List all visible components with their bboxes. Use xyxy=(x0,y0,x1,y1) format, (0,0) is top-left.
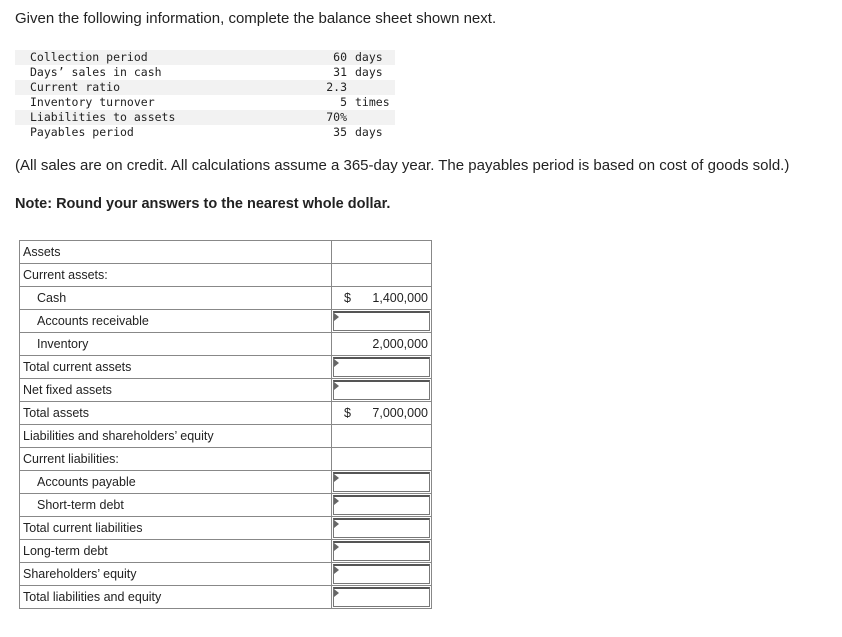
row-label: Short-term debt xyxy=(20,494,332,517)
amount-text: 7,000,000 xyxy=(372,406,428,420)
empty-cell xyxy=(332,264,432,287)
info-unit: days xyxy=(355,50,383,64)
amount-value xyxy=(332,337,431,351)
info-unit xyxy=(347,110,395,125)
info-label: Collection period xyxy=(30,50,148,64)
answer-input[interactable] xyxy=(333,380,430,400)
info-value: 31 xyxy=(333,65,347,79)
row-label: Net fixed assets xyxy=(20,379,332,402)
info-row xyxy=(15,125,395,140)
info-row xyxy=(15,95,395,110)
row-label: Long-term debt xyxy=(20,540,332,563)
answer-input-cell[interactable] xyxy=(332,471,432,494)
balance-sheet-row xyxy=(20,540,432,563)
info-label: Payables period xyxy=(30,125,134,139)
flag-icon xyxy=(334,359,339,367)
info-unit xyxy=(347,80,395,95)
answer-input-cell[interactable] xyxy=(332,563,432,586)
row-label: Accounts receivable xyxy=(20,310,332,333)
amount-cell xyxy=(332,402,432,425)
currency-symbol: $ xyxy=(344,291,351,305)
row-label: Liabilities and shareholders’ equity xyxy=(20,425,332,448)
answer-input-cell[interactable] xyxy=(332,356,432,379)
flag-icon xyxy=(334,566,339,574)
amount-cell xyxy=(332,333,432,356)
flag-icon xyxy=(334,474,339,482)
row-label: Shareholders’ equity xyxy=(20,563,332,586)
row-label: Current assets: xyxy=(20,264,332,287)
answer-input[interactable] xyxy=(333,495,430,515)
row-label: Cash xyxy=(20,287,332,310)
balance-sheet-row xyxy=(20,471,432,494)
info-row xyxy=(15,80,395,95)
row-label: Total current assets xyxy=(20,356,332,379)
flag-icon xyxy=(334,589,339,597)
answer-input-cell[interactable] xyxy=(332,494,432,517)
flag-icon xyxy=(334,313,339,321)
flag-icon xyxy=(334,382,339,390)
info-label: Days’ sales in cash xyxy=(30,65,162,79)
row-label: Total liabilities and equity xyxy=(20,586,332,609)
answer-input[interactable] xyxy=(333,472,430,492)
balance-sheet-table xyxy=(19,240,432,609)
rounding-note: Note: Round your answers to the nearest whole dollar. xyxy=(15,196,391,212)
empty-cell xyxy=(332,425,432,448)
row-label: Accounts payable xyxy=(20,471,332,494)
info-value: 35 xyxy=(333,125,347,139)
row-label: Total current liabilities xyxy=(20,517,332,540)
balance-sheet-row xyxy=(20,356,432,379)
info-row xyxy=(15,50,395,65)
info-value: 60 xyxy=(333,50,347,64)
given-info-table xyxy=(15,50,395,140)
assumptions-note: (All sales are on credit. All calculations assume a 365-day year. The payables period is based on cost of goods sold.) xyxy=(15,157,790,174)
answer-input-cell[interactable] xyxy=(332,540,432,563)
row-label: Current liabilities: xyxy=(20,448,332,471)
row-label: Assets xyxy=(20,241,332,264)
empty-cell xyxy=(332,448,432,471)
balance-sheet-row xyxy=(20,402,432,425)
info-label: Current ratio xyxy=(30,80,121,94)
amount-text: 1,400,000 xyxy=(372,291,428,305)
answer-input-cell[interactable] xyxy=(332,586,432,609)
flag-icon xyxy=(334,520,339,528)
balance-sheet-row xyxy=(20,333,432,356)
info-unit: times xyxy=(355,95,390,109)
currency-symbol: $ xyxy=(344,406,351,420)
balance-sheet-row xyxy=(20,586,432,609)
answer-input[interactable] xyxy=(333,587,430,607)
info-value: 2.3 xyxy=(326,80,347,94)
answer-input[interactable] xyxy=(333,518,430,538)
info-value: 70% xyxy=(326,110,347,124)
info-unit: days xyxy=(355,125,383,139)
balance-sheet-row xyxy=(20,310,432,333)
info-label: Liabilities to assets xyxy=(30,110,176,124)
balance-sheet-row xyxy=(20,425,432,448)
answer-input[interactable] xyxy=(333,541,430,561)
answer-input-cell[interactable] xyxy=(332,379,432,402)
answer-input[interactable] xyxy=(333,357,430,377)
amount-text: 2,000,000 xyxy=(372,337,428,351)
empty-cell xyxy=(332,241,432,264)
intro-text: Given the following information, complete the balance sheet shown next. xyxy=(15,10,497,27)
flag-icon xyxy=(334,497,339,505)
balance-sheet-row xyxy=(20,287,432,310)
balance-sheet-row xyxy=(20,264,432,287)
row-label: Total assets xyxy=(20,402,332,425)
row-label: Inventory xyxy=(20,333,332,356)
info-row xyxy=(15,65,395,80)
info-label: Inventory turnover xyxy=(30,95,155,109)
answer-input[interactable] xyxy=(333,564,430,584)
amount-value xyxy=(332,291,431,305)
answer-input-cell[interactable] xyxy=(332,310,432,333)
balance-sheet-row xyxy=(20,563,432,586)
balance-sheet-row xyxy=(20,379,432,402)
amount-value xyxy=(332,406,431,420)
flag-icon xyxy=(334,543,339,551)
info-unit: days xyxy=(355,65,383,79)
balance-sheet-row xyxy=(20,517,432,540)
answer-input-cell[interactable] xyxy=(332,517,432,540)
balance-sheet-row xyxy=(20,448,432,471)
info-value: 5 xyxy=(340,95,347,109)
amount-cell xyxy=(332,287,432,310)
balance-sheet-row xyxy=(20,241,432,264)
info-row xyxy=(15,110,395,125)
answer-input[interactable] xyxy=(333,311,430,331)
balance-sheet-row xyxy=(20,494,432,517)
